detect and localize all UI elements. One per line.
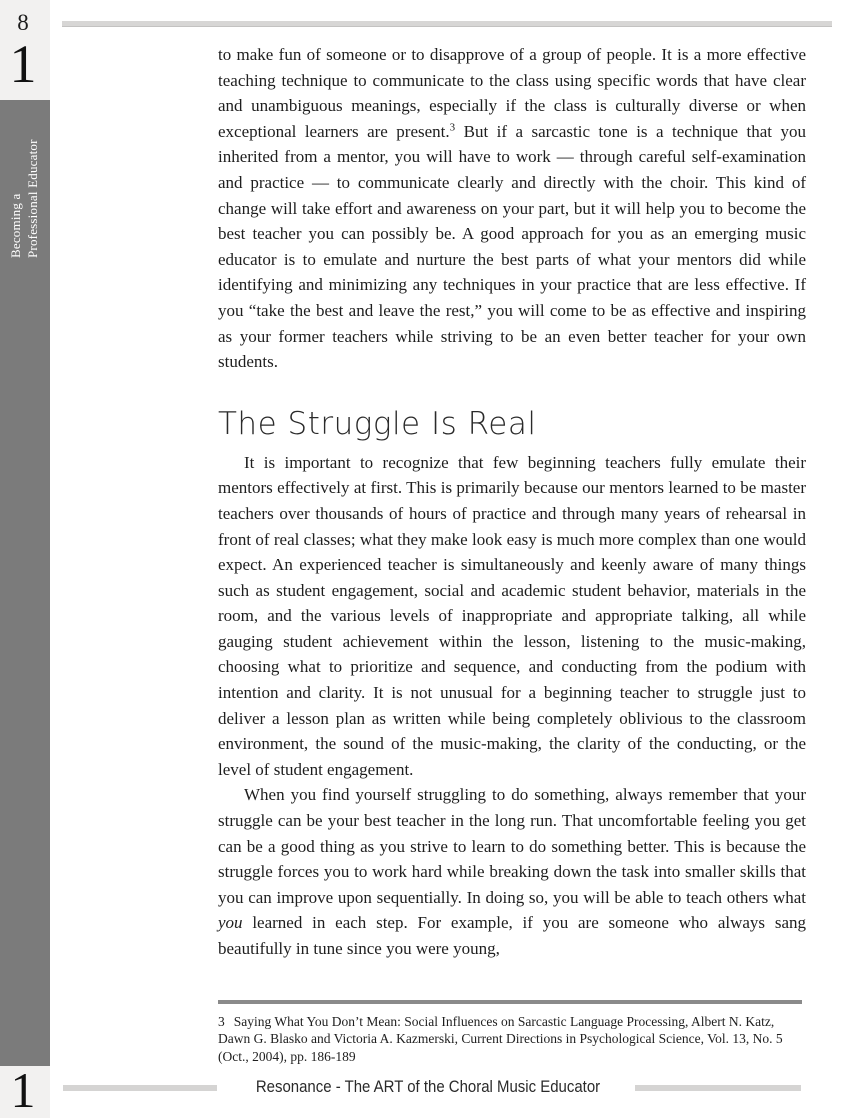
footnote-rule: [218, 1000, 802, 1004]
footnote-text: Saying What You Don’t Mean: Social Influences on Sarcastic Language Processing, Albert N. Katz, Dawn G. Blasko and Victoria A. Kazmerski, Current Directions in Psychological Science, Vol. 13, No. 5 (Oct., 2004), pp. 186-189: [218, 1014, 783, 1064]
body-paragraph: When you find yourself struggling to do something, always remember that your struggle can be your best teacher in the long run. That uncomfortable feeling you get can be a good thing as you strive to learn to do something better. This is because the struggle forces you to work hard while breaking down the task into smaller skills that you can improve upon sequentially. In doing so, you will be able to teach others what you learned in each step. For example, if you are someone who always sang beautifully in tune since you were young,: [218, 785, 806, 958]
chapter-number-top: 1: [9, 34, 37, 94]
body-paragraph: to make fun of someone or to disapprove of a group of people. It is a more effective teaching technique to communicate to the class using specific words that have clear and unambiguous meanings, especially if the class is culturally diverse or when exceptional learners are present.$^3$ But if a sarcastic tone is a technique that you inherited from a mentor, you will have to work — through careful self-examination and practice — to communicate clearly and directly with the choir. This kind of change will take effort and awareness on your part, but it will help you to become the best teacher you can possibly be. A good approach for you as an emerging music educator is to emulate and nurture the best parts of what your mentors did while identifying and minimizing any techniques in your practice that are less effective. If you “take the best and leave the rest,” you will come to be as effective and inspiring as your former teachers while striving to be an even better teacher for your own students.: [218, 45, 806, 372]
chapter-number-bottom: 1: [10, 1062, 36, 1118]
footnote: [218, 1013, 806, 1065]
body-paragraphs-after-heading: [218, 450, 806, 962]
section-heading: The Struggle Is Real: [218, 405, 537, 442]
footer-right-bar: [635, 1085, 801, 1091]
page-number: 8: [17, 10, 29, 35]
top-rule: [62, 21, 832, 27]
body-paragraphs-before-heading: [218, 42, 806, 375]
spine-line-2: Professional Educator: [24, 139, 40, 258]
body-paragraph: It is important to recognize that few beginning teachers fully emulate their mentors effectively at first. This is primarily because our mentors learned to be master teachers over thousands of hours of practice and through many years of rehearsal in front of real classes; what they make look easy is much more complex than one would expect. An experienced teacher is simultaneously and keenly aware of many things such as student engagement, social and academic student behavior, materials in the room, and the various levels of inappropriate and appropriate talking, all while gauging student achievement within the lesson, listening to the music-making, choosing what to prioritize and sequence, and conducting from the podium with intention and clarity. It is not unusual for a beginning teacher to struggle just to deliver a lesson plan as written while being completely oblivious to the classroom environment, the sound of the music-making, the clarity of the conducting, or the level of student engagement.: [218, 452, 806, 779]
spine-line-1: Becoming a: [8, 193, 23, 258]
footer-left-bar: [63, 1085, 217, 1091]
spine-chapter-title: [8, 106, 41, 258]
footer-book-title: Resonance - The ART of the Choral Music Educator: [255, 1077, 601, 1096]
footnote-number: 3: [218, 1014, 225, 1029]
body-text-column: [218, 42, 806, 962]
